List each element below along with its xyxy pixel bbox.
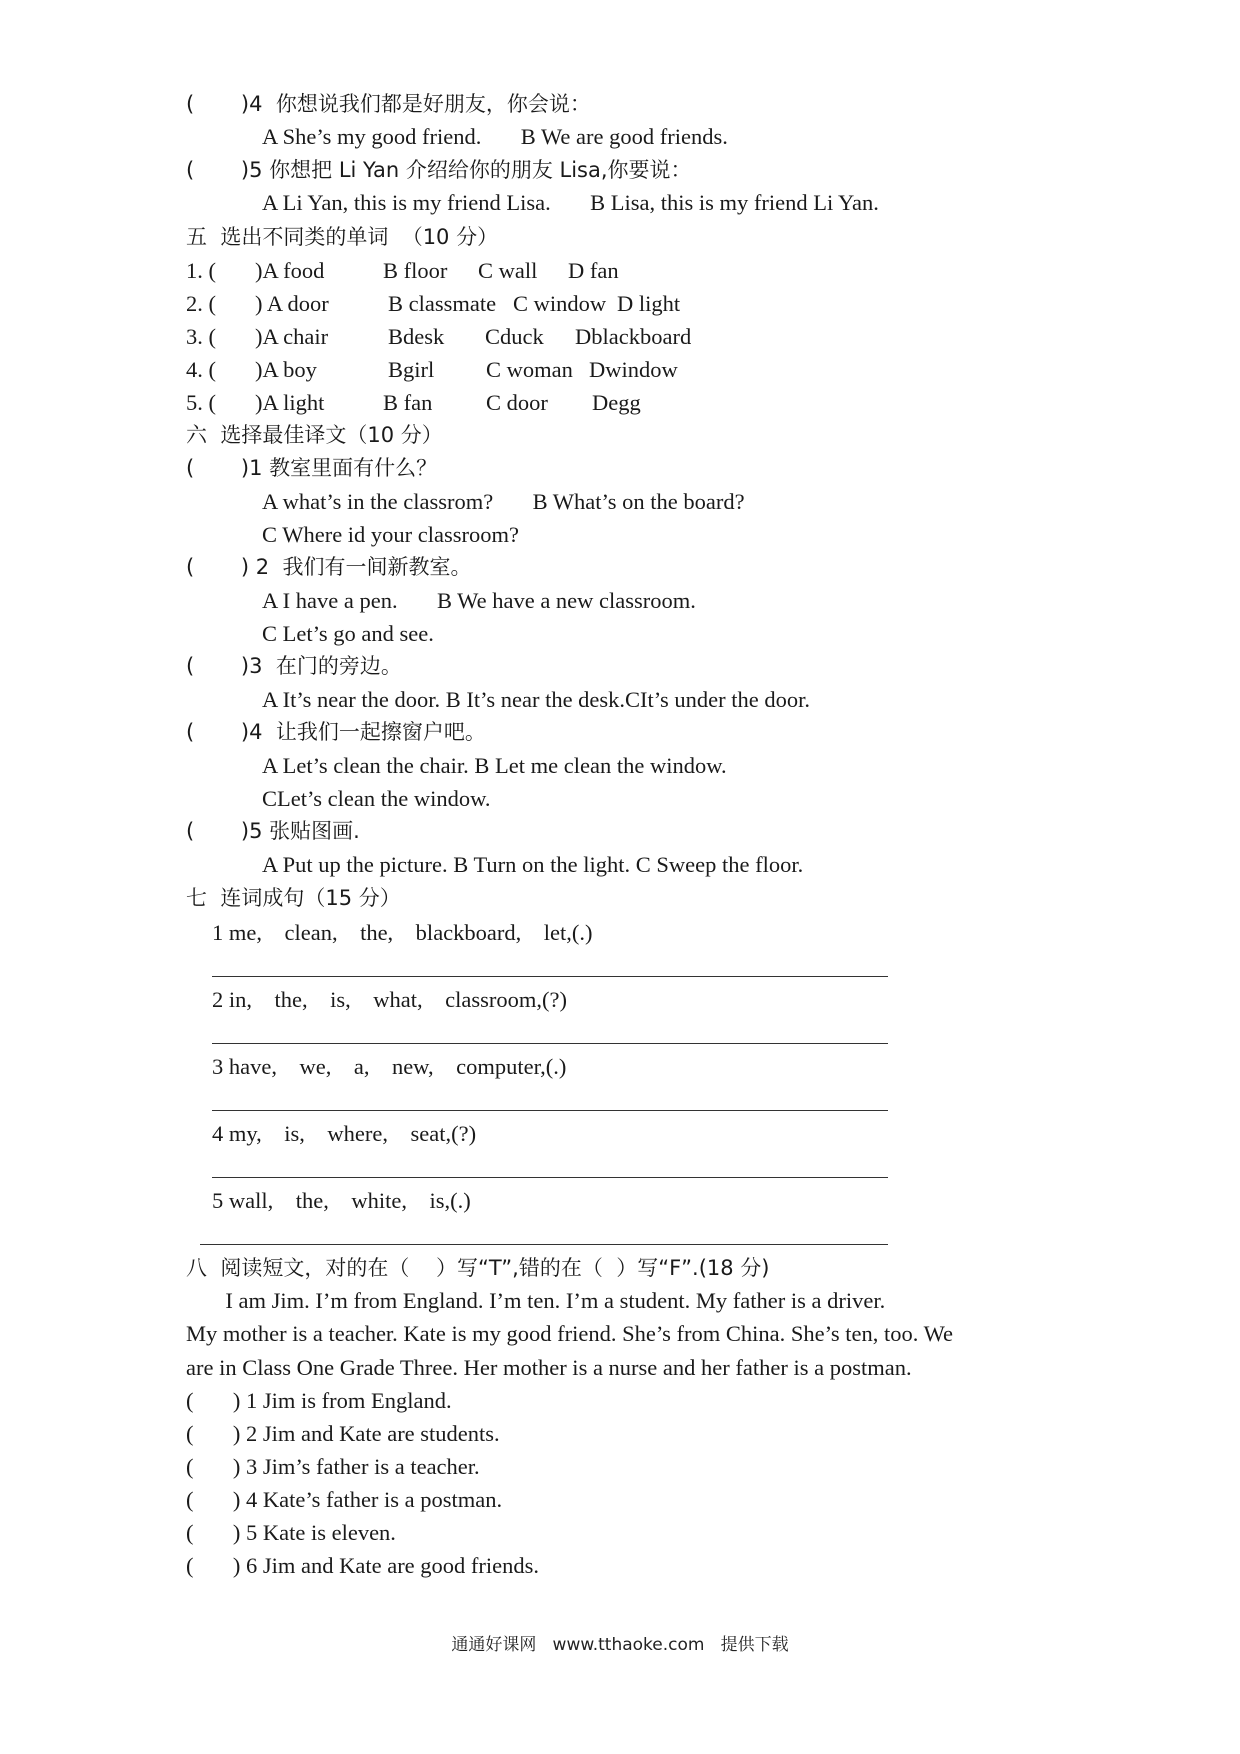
s5-item-4-a: )A boy <box>255 357 317 382</box>
s7-item-3: 3 have, we, a, new, computer,(.) <box>212 1054 567 1079</box>
s5-item-2-a: ) A door <box>255 291 329 316</box>
s5-item-3-d: Dblackboard <box>575 324 692 349</box>
s6-question-2-c: C Let’s go and see. <box>262 621 434 646</box>
s5-item-5-b: B fan <box>383 390 433 415</box>
s5-item-4-b: Bgirl <box>388 357 435 382</box>
s6-question-3: ( )3 在门的旁边。 <box>186 654 402 678</box>
question-4-options: A She’s my good friend. B We are good friends. <box>262 124 728 149</box>
s6-question-5-options: A Put up the picture. B Turn on the light. C Sweep the floor. <box>262 852 804 877</box>
s5-item-1-b: B floor <box>383 258 448 283</box>
s5-item-1-d: D fan <box>568 258 619 283</box>
section-8-title: 八 阅读短文，对的在（ ）写“T”,错的在（ ）写“F”.(18 分) <box>186 1256 770 1280</box>
s5-item-4-num: 4. ( <box>186 357 216 382</box>
tf-item-4: ( ) 4 Kate’s father is a postman. <box>186 1487 503 1512</box>
passage-line-3: are in Class One Grade Three. Her mother is a nurse and her father is a postman. <box>186 1355 912 1380</box>
s5-item-1-num: 1. ( <box>186 258 216 283</box>
s6-question-1-c: C Where id your classroom? <box>262 522 520 547</box>
s7-item-1: 1 me, clean, the, blackboard, let,(.) <box>212 920 593 945</box>
s6-question-4-c: CLet’s clean the window. <box>262 786 491 811</box>
section-6-title: 六 选择最佳译文（10 分） <box>186 423 443 447</box>
s5-item-3-c: Cduck <box>485 324 544 349</box>
s5-item-3-num: 3. ( <box>186 324 216 349</box>
s7-item-4: 4 my, is, where, seat,(?) <box>212 1121 477 1146</box>
s5-item-2-b: B classmate <box>388 291 497 316</box>
s5-item-4-d: Dwindow <box>589 357 678 382</box>
question-5: ( )5 你想把 Li Yan 介绍给你的朋友 Lisa,你要说： <box>186 158 692 182</box>
s6-question-1: ( )1 教室里面有什么？ <box>186 456 438 480</box>
s6-question-3-options: A It’s near the door. B It’s near the desk.CIt’s under the door. <box>262 687 811 712</box>
s6-question-5: ( )5 张贴图画. <box>186 819 360 843</box>
s5-item-5-num: 5. ( <box>186 390 216 415</box>
s5-item-2-num: 2. ( <box>186 291 216 316</box>
s5-item-5-d: Degg <box>592 390 641 415</box>
answer-line-1[interactable] <box>212 976 888 977</box>
tf-item-6: ( ) 6 Jim and Kate are good friends. <box>186 1553 540 1578</box>
s6-question-2: ( ) 2 我们有一间新教室。 <box>186 555 472 579</box>
s6-question-4: ( )4 让我们一起擦窗户吧。 <box>186 720 486 744</box>
s5-item-3-a: )A chair <box>255 324 329 349</box>
s5-item-1-c: C wall <box>478 258 538 283</box>
question-5-options: A Li Yan, this is my friend Lisa. B Lisa, this is my friend Li Yan. <box>262 190 879 215</box>
s5-item-3-b: Bdesk <box>388 324 445 349</box>
tf-item-5: ( ) 5 Kate is eleven. <box>186 1520 396 1545</box>
answer-line-5[interactable] <box>200 1244 888 1245</box>
s6-question-2-ab: A I have a pen. B We have a new classroom. <box>262 588 696 613</box>
s6-question-1-ab: A what’s in the classrom? B What’s on the board? <box>262 489 745 514</box>
s5-item-4-c: C woman <box>486 357 573 382</box>
s5-item-5-a: )A light <box>255 390 325 415</box>
answer-line-3[interactable] <box>212 1110 888 1111</box>
question-4: ( )4 你想说我们都是好朋友，你会说： <box>186 92 591 116</box>
s5-item-2-d: D light <box>617 291 681 316</box>
passage-line-2: My mother is a teacher. Kate is my good friend. She’s from China. She’s ten, too. We <box>186 1321 954 1346</box>
tf-item-1: ( ) 1 Jim is from England. <box>186 1388 452 1413</box>
s5-item-1-a: )A food <box>255 258 325 283</box>
passage-line-1: I am Jim. I’m from England. I’m ten. I’m a student. My father is a driver. <box>186 1288 886 1313</box>
s7-item-5: 5 wall, the, white, is,(.) <box>212 1188 471 1213</box>
section-7-title: 七 连词成句（15 分） <box>186 886 401 910</box>
footer-source: 通通好课网 www.tthaoke.com 提供下载 <box>451 1635 789 1655</box>
s5-item-2-c: C window <box>513 291 607 316</box>
tf-item-3: ( ) 3 Jim’s father is a teacher. <box>186 1454 480 1479</box>
tf-item-2: ( ) 2 Jim and Kate are students. <box>186 1421 500 1446</box>
s7-item-2: 2 in, the, is, what, classroom,(?) <box>212 987 567 1012</box>
answer-line-2[interactable] <box>212 1043 888 1044</box>
s5-item-5-c: C door <box>486 390 548 415</box>
section-5-title: 五 选出不同类的单词 （10 分） <box>186 225 499 249</box>
s6-question-4-ab: A Let’s clean the chair. B Let me clean the window. <box>262 753 727 778</box>
answer-line-4[interactable] <box>212 1177 888 1178</box>
